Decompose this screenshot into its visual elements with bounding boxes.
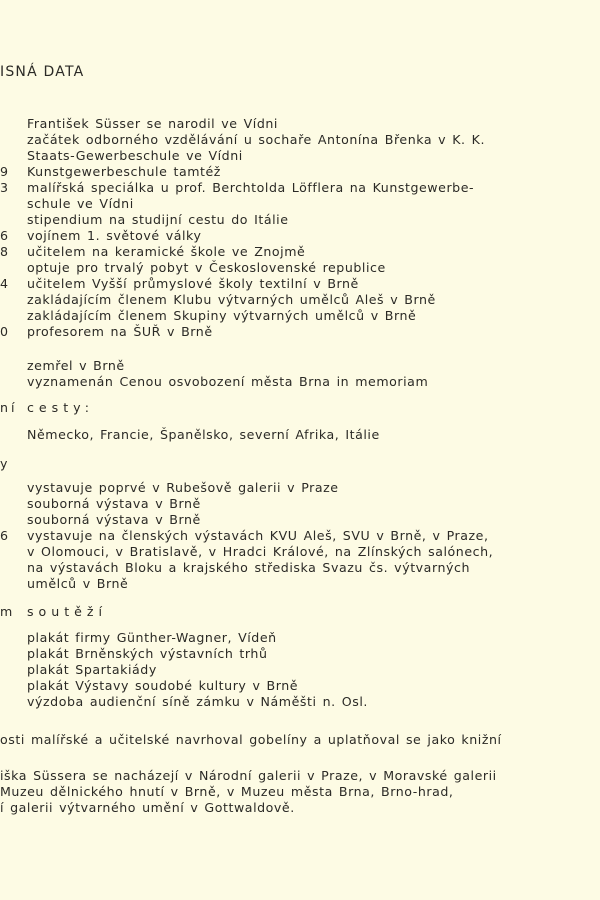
section-title: ISNÁ DATA: [0, 64, 85, 80]
document-page: ISNÁ DATA František Süsser se narodil ve Vídni začátek odborného vzdělávání u sochaře Antonína Břenka v K. K. Staats-Gewerbeschule ve Vídni 9 Kunstgewerbeschule tamtéž 3 malířská speciálka u prof. Berchtolda Löfflera na Kunstgewerbe- schule ve Vídni stipendium na studijní cestu do Itálie 6 vojínem 1. světové války 8 učitelem na keramické škole ve Znojmě optuje pro trvalý pobyt v Československé republice 4 učitelem Vyšší průmyslové školy textilní v Brně zakládajícím členem Klubu výtvarných umělců Aleš v Brně zakládajícím členem Skupiny výtvarných umělců v Brně 0 profesorem na ŠUŘ v Brně zemřel v Brně vyznamenán Cenou osvobození města Brna in memoriam ní cesty: Německo, Francie, Španělsko, severní Afrika, Itálie y vystavuje poprvé v Rubešově galerii v Praze souborná výstava v Brně souborná výstava v Brně 6 vystavuje na členských výstavách KVU Aleš, SVU v Brně, v Praze, v Olomouci, v Bratislavě, v Hradci Králové, na Zlínských salónech, na výstavách Bloku a krajského střediska Svazu čs. výtvarných umělců v Brně m soutěží plakát firmy Günther-Wagner, Vídeň plakát Brněnských výstavních trhů plakát Spartakiády plakát Výstavy soudobé kultury v Brně výzdoba audienční síně zámku v Náměšti n. Osl. osti malířské a učitelské navrhoval gobelíny a uplatňoval se jako knižní iška Süssera se nacházejí v Národní galerii v Praze, v Moravské galerii Muzeu dělnického hnutí v Brně, v Muzeu města Brna, Brno-hrad, í galerii výtvarného umění v Gottwaldově.: [0, 64, 502, 815]
paragraph-line: iška Süssera se nacházejí v Národní galerii v Praze, v Moravské galerii: [0, 768, 497, 783]
paragraph-line: Muzeu dělnického hnutí v Brně, v Muzeu města Brna, Brno-hrad,: [0, 784, 454, 799]
activity-paragraph: osti malířské a učitelské navrhoval gobelíny a uplatňoval se jako knižní: [0, 732, 502, 747]
paragraph-line: í galerii výtvarného umění v Gottwaldově.: [0, 800, 295, 815]
